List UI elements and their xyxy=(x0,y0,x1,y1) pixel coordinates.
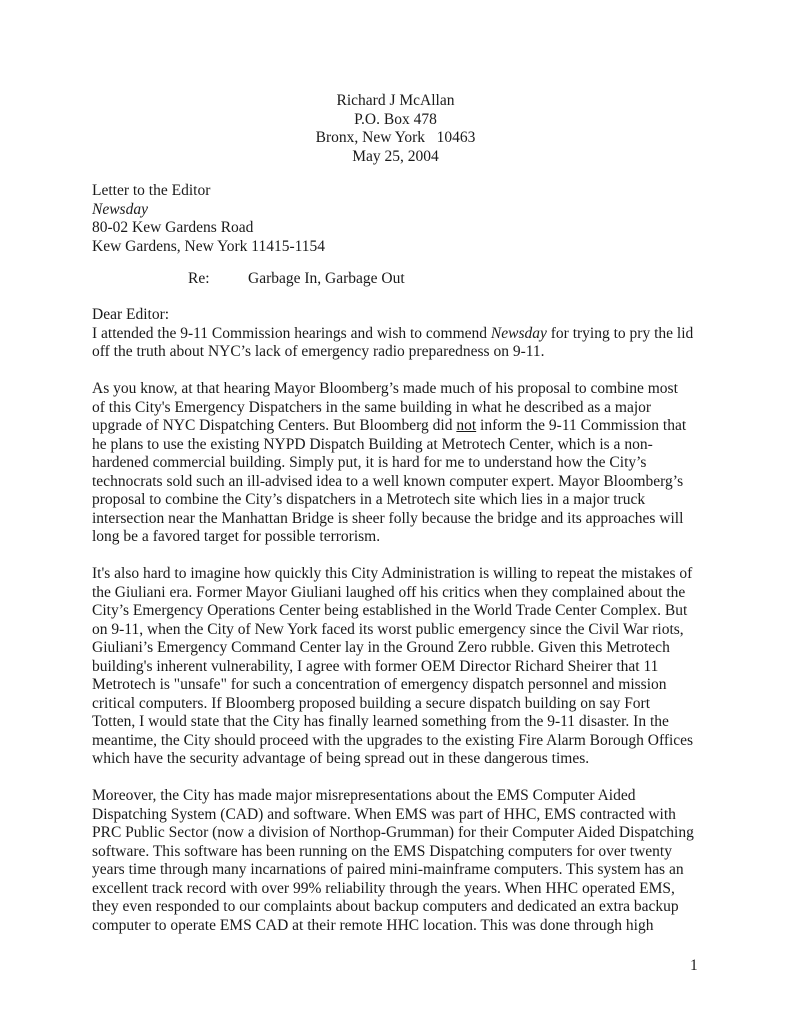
paragraph-line: As you know, at that hearing Mayor Bloomberg’s made much of his proposal to combine most xyxy=(92,380,678,397)
paragraph-line: critical computers. If Bloomberg proposed building a secure dispatch building on say Fort xyxy=(92,694,651,712)
text-run: I attended the 9-11 Commission hearings and wish to commend xyxy=(92,324,491,342)
paragraph-line: proposal to combine the City’s dispatchers in a Metrotech site which lies in a major truck xyxy=(92,491,646,508)
text-run: inform the 9-11 Commission that xyxy=(476,417,687,434)
paragraph-line: meantime, the City should proceed with the upgrades to the existing Fire Alarm Borough Offices xyxy=(92,731,694,749)
paragraph-line: excellent track record with over 99% reliability through the years. When HHC operated EMS, xyxy=(92,879,675,897)
recipient-publication: Newsday xyxy=(92,200,148,218)
paragraph-line: long be a favored target for possible terrorism. xyxy=(92,528,381,545)
paragraph-line: they even responded to our complaints about backup computers and dedicated an extra backup xyxy=(92,898,679,915)
underlined-not: not xyxy=(456,417,477,434)
sender-po-box: P.O. Box 478 xyxy=(354,110,437,128)
text-run: upgrade of NYC Dispatching Centers. But Bloomberg did xyxy=(92,417,457,434)
paragraph-line xyxy=(92,417,722,436)
paragraph-line: years time through many incarnations of paired mini-mainframe computers. This system has an xyxy=(92,861,684,878)
paragraph-line: It's also hard to imagine how quickly this City Administration is willing to repeat the mistakes of xyxy=(92,565,693,582)
text-run: for trying to pry the lid xyxy=(546,324,694,342)
paragraph-1 xyxy=(92,325,722,362)
letter-date: May 25, 2004 xyxy=(352,147,439,165)
paragraph-3 xyxy=(92,565,722,769)
paragraph-line: Totten, I would state that the City has finally learned something from the 9-11 disaster. In the xyxy=(92,713,669,730)
paragraph-line: PRC Public Sector (now a division of Northop-Grumman) for their Computer Aided Dispatching xyxy=(92,824,694,841)
newsday-italic: Newsday xyxy=(490,324,547,342)
paragraph-line: building's inherent vulnerability, I agree with former OEM Director Richard Sheirer that 11 xyxy=(92,657,659,675)
paragraph-line: software. This software has been running on the EMS Dispatching computers for over twenty xyxy=(92,842,672,860)
paragraph-line: of this City's Emergency Dispatchers in the same building in what he described as a major xyxy=(92,398,652,416)
salutation: Dear Editor: xyxy=(92,306,170,323)
sender-name: Richard J McAllan xyxy=(336,92,455,109)
paragraph-line: which have the security advantage of being spread out in these dangerous times. xyxy=(92,750,590,767)
subject-label: Re: xyxy=(188,270,210,287)
recipient-line1: Letter to the Editor xyxy=(92,182,211,199)
paragraph-4 xyxy=(92,787,722,935)
recipient-city-line: Kew Gardens, New York 11415-1154 xyxy=(92,237,326,255)
paragraph-line: on 9-11, when the City of New York faced its worst public emergency since the Civil War riots, xyxy=(92,620,684,638)
recipient-street: 80-02 Kew Gardens Road xyxy=(92,219,254,236)
paragraph-2 xyxy=(92,380,722,547)
page-number: 1 xyxy=(690,957,698,974)
paragraph-line: City’s Emergency Operations Center being established in the World Trade Center Complex. But xyxy=(92,602,688,619)
paragraph-line: off the truth about NYC’s lack of emergency radio preparedness on 9-11. xyxy=(92,343,545,360)
paragraph-line: Metrotech is "unsafe" for such a concentration of emergency dispatch personnel and mission xyxy=(92,676,667,693)
paragraph-line: intersection near the Manhattan Bridge is sheer folly because the bridge and its approaches will xyxy=(92,509,684,527)
paragraph-line: computer to operate EMS CAD at their remote HHC location. This was done through high xyxy=(92,916,654,934)
paragraph-line: Moreover, the City has made major misrepresentations about the EMS Computer Aided xyxy=(92,787,636,804)
paragraph-line: technocrats sold such an ill-advised idea to a well known computer expert. Mayor Bloomberg’s xyxy=(92,472,684,490)
sender-address-block xyxy=(0,92,791,166)
recipient-address-block xyxy=(92,182,325,256)
paragraph-line: hardened commercial building. Simply put, it is hard for me to understand how the City’s xyxy=(92,454,647,471)
paragraph-line: Giuliani’s Emergency Command Center lay in the Ground Zero rubble. Given this Metrotech xyxy=(92,639,670,656)
paragraph-line: he plans to use the existing NYPD Dispatch Building at Metrotech Center, which is a non- xyxy=(92,435,653,453)
sender-city-line: Bronx, New York 10463 xyxy=(315,129,476,146)
paragraph-line: the Giuliani era. Former Mayor Giuliani laughed off his critics when they complained about the xyxy=(92,583,686,601)
letter-body xyxy=(92,306,722,954)
paragraph-line: Dispatching System (CAD) and software. When EMS was part of HHC, EMS contracted with xyxy=(92,805,676,823)
subject-line xyxy=(188,270,405,289)
paragraph-line xyxy=(92,325,722,344)
subject-text: Garbage In, Garbage Out xyxy=(248,270,405,287)
